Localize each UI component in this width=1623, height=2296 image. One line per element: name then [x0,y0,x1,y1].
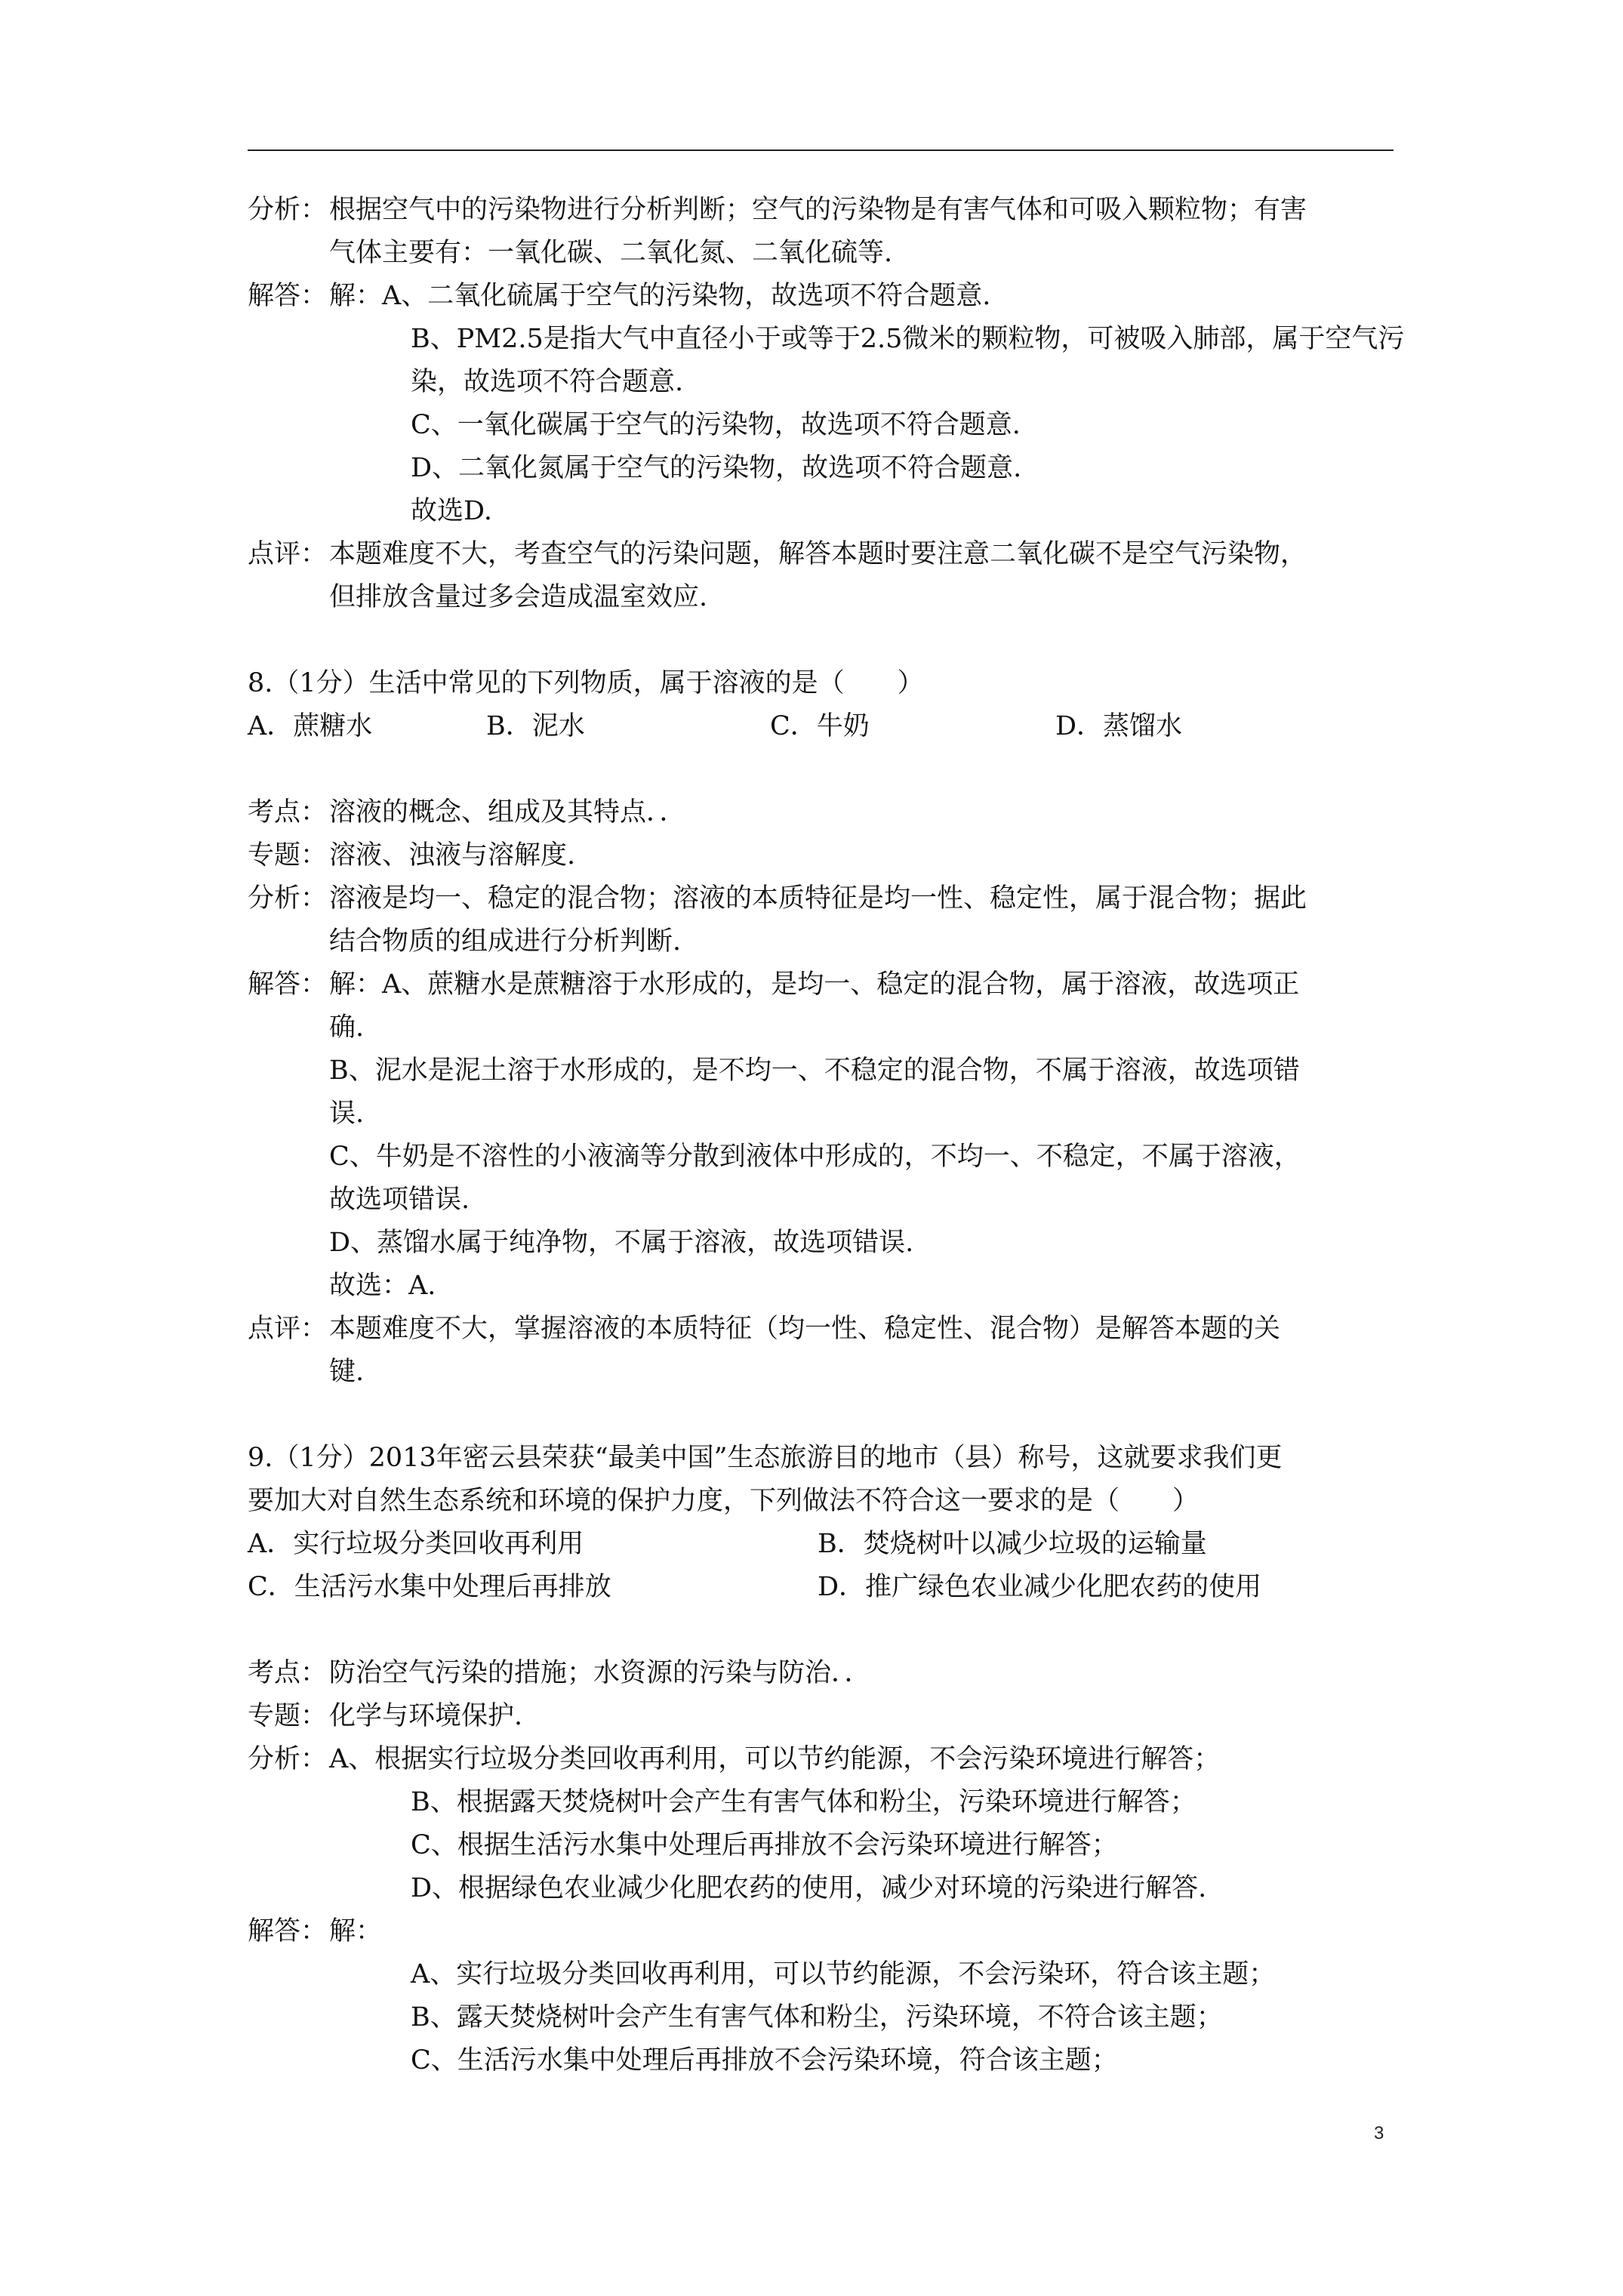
q9-answer-line: B、露天焚烧树叶会产生有害气体和粉尘，污染环境，不符合该主题； [411,2002,1223,2032]
q9-option-a: A．实行垃圾分类回收再利用 [248,1529,584,1559]
q9-analysis-label: 分析： [248,1744,328,1774]
q8-options [248,705,1403,748]
q8-analysis-line: 溶液是均一、稳定的混合物；溶液的本质特征是均一性、稳定性，属于混合物；据此 [329,883,1307,914]
q9-answer [248,1910,1403,2082]
q9-option-d: D．推广绿色农业减少化肥农药的使用 [818,1572,1262,1602]
q7-answer-line: 故选D. [411,496,492,526]
q8-answer-line: 解：A、蔗糖水是蔗糖溶于水形成的，是均一、稳定的混合物，属于溶液，故选项正 [329,969,1300,1000]
page-number: 3 [1374,2123,1384,2143]
q9-answer-line: A、实行垃圾分类回收再利用，可以节约能源，不会污染环，符合该主题； [411,1959,1276,1989]
q8-comment [248,1308,1403,1394]
q8-zhuanti-text: 溶液、浊液与溶解度. [329,840,576,871]
q8-answer-line: D、蒸馏水属于纯净物，不属于溶液，故选项错误. [329,1228,914,1258]
q9-answer-line: C、生活污水集中处理后再排放不会污染环境，符合该主题； [411,2045,1118,2076]
q8-answer-line: 确. [329,1012,365,1043]
q9-kaodian [248,1652,1403,1695]
q9-analysis [248,1738,1403,1910]
q7-answer-line: D、二氧化氮属于空气的污染物，故选项不符合题意. [411,453,1022,483]
q9-analysis-line: A、根据实行垃圾分类回收再利用，可以节约能源，不会污染环境进行解答； [329,1744,1221,1774]
q8-answer-line: C、牛奶是不溶性的小液滴等分散到液体中形成的，不均一、不稳定，不属于溶液， [329,1142,1301,1172]
q9-stem-line: 要加大对自然生态系统和环境的保护力度，下列做法不符合这一要求的是（ ） [248,1486,1200,1516]
q8-kaodian-text: 溶液的概念、组成及其特点．． [329,797,686,827]
q7-answer-line: 染，故选项不符合题意. [411,367,684,397]
q8-answer-label: 解答： [248,969,328,1000]
q8-stem: 8.（1分）生活中常见的下列物质，属于溶液的是（ ） [248,668,924,698]
q7-analysis-label: 分析： [248,195,328,225]
q8-answer-line: 误. [329,1099,365,1129]
q7-analysis [248,189,1403,275]
q9-zhuanti [248,1695,1403,1738]
q7-comment-line: 本题难度不大，考查空气的污染问题，解答本题时要注意二氧化碳不是空气污染物， [329,539,1307,569]
q9-analysis-line: D、根据绿色农业减少化肥农药的使用，减少对环境的污染进行解答. [411,1873,1207,1903]
q8-kaodian [248,791,1403,834]
q8-option-a: A．蔗糖水 [248,711,373,741]
q8-answer-line: 故选项错误. [329,1185,470,1215]
q7-analysis-line: 气体主要有：一氧化碳、二氧化氮、二氧化硫等. [329,238,893,268]
q9-options [248,1523,1403,1609]
q9-option-c: C．生活污水集中处理后再排放 [248,1572,611,1602]
page-content [248,189,1403,2082]
q7-answer-line: 解：A、二氧化硫属于空气的污染物，故选项不符合题意. [329,281,991,311]
q7-answer-label: 解答： [248,281,328,311]
q9-kaodian-text: 防治空气污染的措施；水资源的污染与防治．． [329,1658,871,1688]
q7-answer-line: C、一氧化碳属于空气的污染物，故选项不符合题意. [411,410,1021,440]
q8-option-d: D．蒸馏水 [1055,711,1183,741]
q9-analysis-line: C、根据生活污水集中处理后再排放不会污染环境进行解答； [411,1830,1118,1860]
q7-answer-line: B、PM2.5是指大气中直径小于或等于2.5微米的颗粒物，可被吸入肺部，属于空气污 [411,324,1405,354]
q8-answer-line: B、泥水是泥土溶于水形成的，是不均一、不稳定的混合物，不属于溶液，故选项错 [329,1056,1300,1086]
q8-analysis-label: 分析： [248,883,328,914]
q8-zhuanti-label: 专题： [248,840,328,871]
q8-answer [248,963,1403,1308]
q9-analysis-line: B、根据露天焚烧树叶会产生有害气体和粉尘，污染环境进行解答； [411,1787,1196,1817]
q7-comment-label: 点评： [248,539,328,569]
q8-zhuanti [248,834,1403,877]
q7-comment [248,533,1403,619]
q9-zhuanti-label: 专题： [248,1701,328,1731]
header-rule [248,149,1394,151]
q8-analysis [248,877,1403,963]
q9-zhuanti-text: 化学与环境保护. [329,1701,523,1731]
q8-comment-label: 点评： [248,1314,328,1344]
q9-answer-label: 解答： [248,1916,328,1946]
q9-answer-first: 解： [329,1916,383,1946]
q8-answer-line: 故选：A. [329,1271,436,1301]
q7-analysis-line: 根据空气中的污染物进行分析判断；空气的污染物是有害气体和可吸入颗粒物；有害 [329,195,1307,225]
q8-comment-line: 键. [329,1357,365,1387]
q8-analysis-line: 结合物质的组成进行分析判断. [329,926,682,957]
q8-kaodian-label: 考点： [248,797,328,827]
q9-stem-line: 9.（1分）2013年密云县荣获“最美中国”生态旅游目的地市（县）称号，这就要求我们更 [248,1443,1283,1473]
q8-comment-line: 本题难度不大，掌握溶液的本质特征（均一性、稳定性、混合物）是解答本题的关 [329,1314,1281,1344]
q7-answer [248,275,1403,533]
q8-option-c: C．牛奶 [770,711,870,741]
q8-option-b: B．泥水 [486,711,585,741]
q9-option-b: B．焚烧树叶以减少垃圾的运输量 [818,1529,1207,1559]
q7-comment-line: 但排放含量过多会造成温室效应. [329,582,708,612]
q9-kaodian-label: 考点： [248,1658,328,1688]
